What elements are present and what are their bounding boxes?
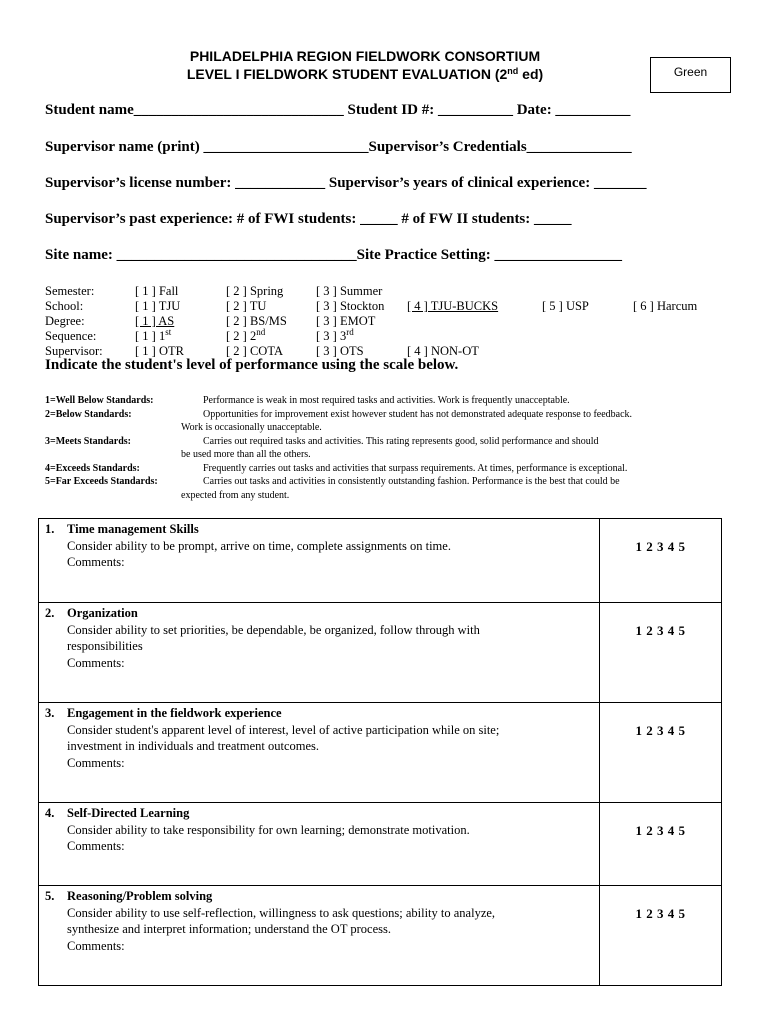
- scale-row-5: [45, 475, 725, 489]
- rating-options[interactable]: 1 2 3 4 5: [600, 803, 722, 886]
- semester-option-fall[interactable]: [ 1 ] Fall: [135, 284, 179, 298]
- subtitle-prefix: LEVEL I FIELDWORK STUDENT EVALUATION (2: [186, 66, 508, 82]
- sequence-option-3rd-text: [ 3 ] 3: [316, 329, 347, 343]
- site-name-field[interactable]: Site name: ________________________________: [45, 247, 357, 263]
- semester-option-summer[interactable]: [ 3 ] Summer: [316, 284, 383, 298]
- item-title: Engagement in the fieldwork experience: [67, 706, 282, 720]
- subtitle-sup: nd: [507, 66, 519, 76]
- item-comments[interactable]: Comments:: [67, 655, 125, 670]
- school-option-tju[interactable]: [ 1 ] TJU: [135, 299, 181, 313]
- table-row: [39, 803, 722, 886]
- scale-desc-5-cont: expected from any student.: [181, 489, 290, 501]
- scale-label-1: 1=Well Below Standards:: [45, 395, 154, 406]
- date-field[interactable]: Date: __________: [512, 102, 631, 118]
- degree-label: Degree:: [45, 314, 85, 328]
- supervisor-credentials-field[interactable]: Supervisor’s Credentials______________: [368, 139, 632, 155]
- item-number: 1.: [45, 522, 55, 536]
- student-name-field[interactable]: Student name____________________________: [45, 102, 344, 118]
- rating-scale-legend: [45, 394, 725, 502]
- item-description: Consider ability to be prompt, arrive on time, complete assignments on time.: [67, 538, 451, 553]
- item-description: Consider ability to set priorities, be dependable, be organized, follow through with: [67, 622, 480, 637]
- scale-instruction: Indicate the student's level of performance using the scale below.: [45, 357, 459, 373]
- school-option-harcum[interactable]: [ 6 ] Harcum: [633, 299, 698, 313]
- scale-row-2: [45, 408, 725, 422]
- semester-option-spring[interactable]: [ 2 ] Spring: [226, 284, 284, 298]
- item-number: 3.: [45, 706, 55, 720]
- form-title: PHILADELPHIA REGION FIELDWORK CONSORTIUM: [189, 48, 541, 64]
- item-description-cont: investment in individuals and treatment outcomes.: [67, 739, 320, 753]
- supervisor-name-field[interactable]: Supervisor name (print) ______________________: [45, 139, 369, 155]
- sequence-option-1st-text: [ 1 ] 1: [135, 329, 166, 343]
- supervisor-option-cota[interactable]: [ 2 ] COTA: [226, 344, 283, 358]
- table-row: [39, 886, 722, 986]
- scale-label-5: 5=Far Exceeds Standards:: [45, 476, 158, 487]
- item-number: 2.: [45, 606, 55, 620]
- sequence-option-2nd[interactable]: [226, 329, 265, 344]
- scale-desc-1-cont: Work is occasionally unacceptable.: [181, 422, 322, 433]
- scale-desc-4: Frequently carries out tasks and activities that surpass requirements. At times, performance is exceptional.: [203, 462, 628, 474]
- license-number-field[interactable]: Supervisor’s license number: ____________: [45, 175, 326, 191]
- student-id-field[interactable]: Student ID #: __________: [343, 102, 513, 118]
- scale-row-4: [45, 462, 725, 476]
- supervisor-type-label: Supervisor:: [45, 344, 103, 358]
- table-row: [39, 603, 722, 703]
- semester-label: Semester:: [45, 284, 95, 298]
- rating-options[interactable]: 1 2 3 4 5: [600, 703, 722, 803]
- scale-row-3-cont: [45, 448, 725, 462]
- sequence-label: Sequence:: [45, 329, 97, 343]
- item-description: Consider student's apparent level of interest, level of active participation while on site;: [67, 722, 500, 737]
- item-title: Self-Directed Learning: [67, 806, 190, 820]
- school-label: School:: [45, 299, 84, 313]
- sequence-option-1st-sup: st: [165, 327, 172, 337]
- scale-row-3: [45, 435, 725, 449]
- rating-options[interactable]: 1 2 3 4 5: [600, 519, 722, 603]
- item-cell: [39, 603, 600, 703]
- scale-desc-5: Carries out tasks and activities in consistently outstanding fashion. Performance is the best that could be: [203, 476, 620, 487]
- scale-row-1-cont: [45, 421, 725, 435]
- student-info-line: [45, 102, 630, 119]
- sequence-option-3rd[interactable]: [316, 329, 354, 344]
- scale-row-5-cont: [45, 489, 725, 503]
- item-description: Consider ability to take responsibility for own learning; demonstrate motivation.: [67, 822, 470, 837]
- item-description-cont: responsibilities: [67, 639, 143, 653]
- school-option-tu[interactable]: [ 2 ] TU: [226, 299, 267, 313]
- item-number: 4.: [45, 806, 55, 820]
- sequence-option-2nd-text: [ 2 ] 2: [226, 329, 257, 343]
- item-comments[interactable]: Comments:: [67, 938, 125, 953]
- years-experience-field[interactable]: Supervisor’s years of clinical experience: _______: [325, 175, 647, 191]
- rating-options[interactable]: 1 2 3 4 5: [600, 886, 722, 986]
- degree-option-as[interactable]: [ 1 ] AS: [135, 314, 175, 328]
- item-title: Reasoning/Problem solving: [67, 889, 213, 903]
- degree-option-emot[interactable]: [ 3 ] EMOT: [316, 314, 376, 328]
- item-comments[interactable]: Comments:: [67, 755, 125, 770]
- license-line: [45, 175, 646, 192]
- item-comments[interactable]: Comments:: [67, 555, 125, 569]
- rating-options[interactable]: 1 2 3 4 5: [600, 603, 722, 703]
- scale-label-3: 3=Meets Standards:: [45, 435, 131, 447]
- item-number: 5.: [45, 889, 55, 903]
- supervisor-option-non-ot[interactable]: [ 4 ] NON-OT: [407, 344, 479, 358]
- item-cell: [39, 703, 600, 803]
- item-cell: [39, 886, 600, 986]
- form-subtitle: [150, 66, 580, 82]
- sequence-option-1st[interactable]: [135, 329, 171, 344]
- item-description-cont: synthesize and interpret information; understand the OT process.: [67, 922, 391, 936]
- scale-label-4: 4=Exceeds Standards:: [45, 462, 140, 474]
- school-option-usp[interactable]: [ 5 ] USP: [542, 299, 589, 313]
- evaluation-table: [38, 518, 722, 986]
- scale-desc-3: Carries out required tasks and activities. This rating represents good, solid performance and should: [203, 435, 599, 447]
- school-option-stockton[interactable]: [ 3 ] Stockton: [316, 299, 385, 313]
- item-title: Organization: [67, 606, 138, 620]
- subtitle-suffix: ed): [518, 66, 544, 82]
- scale-desc-3-cont: be used more than all the others.: [181, 449, 311, 460]
- past-experience-field[interactable]: Supervisor’s past experience: # of FWI students: _____ # of FW II students: _____: [45, 211, 572, 227]
- scale-row-1: [45, 394, 725, 408]
- scale-desc-1: Performance is weak in most required tasks and activities. Work is frequently unacceptable.: [203, 395, 570, 406]
- table-row: [39, 703, 722, 803]
- supervisor-option-otr[interactable]: [ 1 ] OTR: [135, 344, 184, 358]
- sequence-option-2nd-sup: nd: [256, 327, 266, 337]
- site-line: [45, 247, 622, 264]
- degree-option-bsms[interactable]: [ 2 ] BS/MS: [226, 314, 287, 328]
- table-row: [39, 519, 722, 603]
- item-cell: [39, 519, 600, 603]
- supervisor-option-ots[interactable]: [ 3 ] OTS: [316, 344, 364, 358]
- scale-label-2: 2=Below Standards:: [45, 408, 132, 420]
- site-setting-field[interactable]: Site Practice Setting: _________________: [356, 247, 623, 263]
- item-cell: [39, 803, 600, 886]
- sequence-option-3rd-sup: rd: [346, 327, 354, 337]
- color-code-box: Green: [650, 57, 731, 93]
- item-title: Time management Skills: [67, 522, 199, 536]
- school-option-tju-bucks[interactable]: [ 4 ] TJU-BUCKS: [407, 299, 499, 313]
- item-description: Consider ability to use self-reflection, willingness to ask questions; ability to analyze,: [67, 905, 496, 920]
- scale-desc-2: Opportunities for improvement exist however student has not demonstrated adequate response to feedback.: [203, 408, 633, 420]
- supervisor-line: [45, 139, 632, 156]
- item-comments[interactable]: Comments:: [67, 839, 125, 853]
